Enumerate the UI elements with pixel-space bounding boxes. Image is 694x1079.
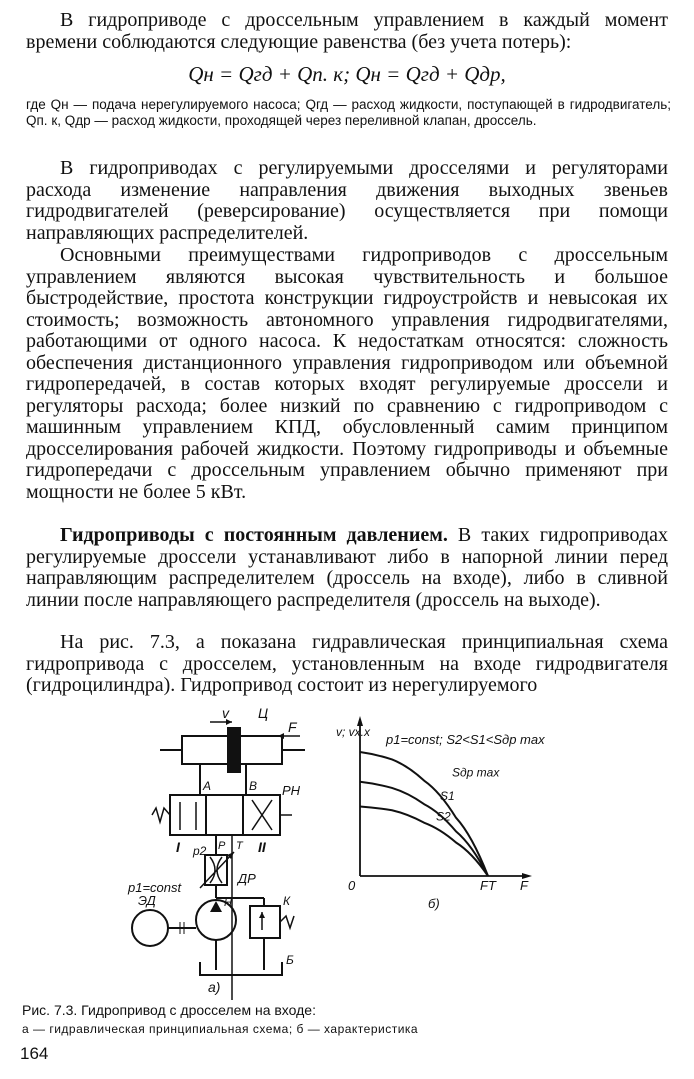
label-f: F <box>288 719 297 735</box>
relief-valve <box>250 906 280 938</box>
paragraph-figure-ref: На рис. 7.3, а показана гидравлическая принципиальная схема гидропривода с дросселем, установленным на входе гидродвигателя (гидроцилиндра). Гидропривод состоит из нерегулируемого <box>26 631 668 696</box>
label-c: Ц <box>258 705 269 721</box>
caption-b: б) <box>428 896 440 911</box>
piston <box>228 728 240 772</box>
characteristic-chart <box>336 716 545 911</box>
figure-7-3 <box>0 700 694 1000</box>
paragraph-constant-pressure <box>26 525 668 611</box>
caption-a: а) <box>208 979 221 995</box>
formula-legend: где Qн — подача нерегулируемого насоса; Qгд — расход жидкости, поступающей в гидродвигатель; Qп. к, Qдр — расход жидкости, проходящей через переливной клапан, дроссель. <box>26 97 671 128</box>
directional-valve <box>170 795 280 835</box>
electric-motor <box>132 910 168 946</box>
figure-caption: Рис. 7.3. Гидропривод с дросселем на входе: <box>22 1002 316 1018</box>
label-p2: p2 <box>193 844 207 858</box>
chart-title: p1=const; S2<S1<Sдр max <box>386 732 545 747</box>
label-k: К <box>283 894 291 908</box>
y-axis-label: v; vx.x <box>336 725 371 739</box>
hydraulic-schematic <box>132 719 305 1000</box>
label-dr: ДР <box>238 871 256 886</box>
label-v: v <box>222 705 229 721</box>
x-axis-label: F <box>520 878 528 893</box>
schematic-labels <box>127 705 301 995</box>
ft-label: FT <box>480 878 496 893</box>
label-rn: РН <box>282 783 301 798</box>
page-number: 164 <box>20 1044 49 1063</box>
figure-caption-sub: а — гидравлическая принципиальная схема; б — характеристика <box>22 1022 419 1036</box>
series-line-1 <box>360 782 488 876</box>
paragraph-reversing: В гидроприводах с регулируемыми дросселями и регуляторами расхода изменение направления движения выходных звеньев гидродвигателей (реверсирование) осуществляется при помощи направляющих распределителей. <box>26 157 668 244</box>
label-p: P <box>218 840 226 852</box>
series-label-0: Sдр max <box>452 765 500 780</box>
label-ed: ЭД <box>138 893 156 908</box>
tank <box>200 962 282 975</box>
section-heading: Гидроприводы с постоянным давлением. <box>60 524 448 546</box>
label-tank: Б <box>286 953 294 967</box>
label-i: I <box>176 839 180 855</box>
label-ii: II <box>258 839 266 855</box>
paragraph-intro: В гидроприводе с дроссельным управлением в каждый момент времени соблюдаются следующие равенства (без учета потерь): <box>26 9 668 53</box>
series-label-1: S1 <box>440 789 455 804</box>
label-h: Н <box>224 897 232 909</box>
label-a: A <box>203 779 212 793</box>
series-line-2 <box>360 807 488 876</box>
section-body: В таких гидроприводах регулируемые дроссели устанавливают либо в напорной линии перед направляющим распределителем (дроссель на входе), либо в сливной линии после направляющего распределителя (дроссель на выходе). <box>26 524 668 611</box>
label-p1-const: p1=const <box>128 880 182 895</box>
series-label-2: S2 <box>436 809 451 824</box>
paragraph-advantages: Основными преимуществами гидроприводов с дроссельным управлением являются высокая чувствительность и большое быстродействие, простота конструкции гидроустройств и невысокая их стоимость; возможность автономного управления гидродвигателями, работающими от одного насоса. К недостаткам относятся: сложность обеспечения дистанционного управления гидроприводом или объемной гидропередачей, в состав которых входят регулируемые дроссели и регуляторы расхода; более низкий по сравнению с гидроприводом с машинным управлением КПД, обусловленный самим принципом дросселирования рабочей жидкости. Поэтому гидроприводы и объемные гидропередачи с дроссельным управлением обычно применяют при мощности не более 5 кВт. <box>26 244 668 503</box>
formula-flow-balance: Qн = Qгд + Qп. к; Qн = Qгд + Qдр, <box>188 62 506 86</box>
origin-label: 0 <box>348 878 356 893</box>
label-t: T <box>236 840 243 852</box>
valve-spring <box>152 808 170 822</box>
label-b: B <box>249 779 258 793</box>
